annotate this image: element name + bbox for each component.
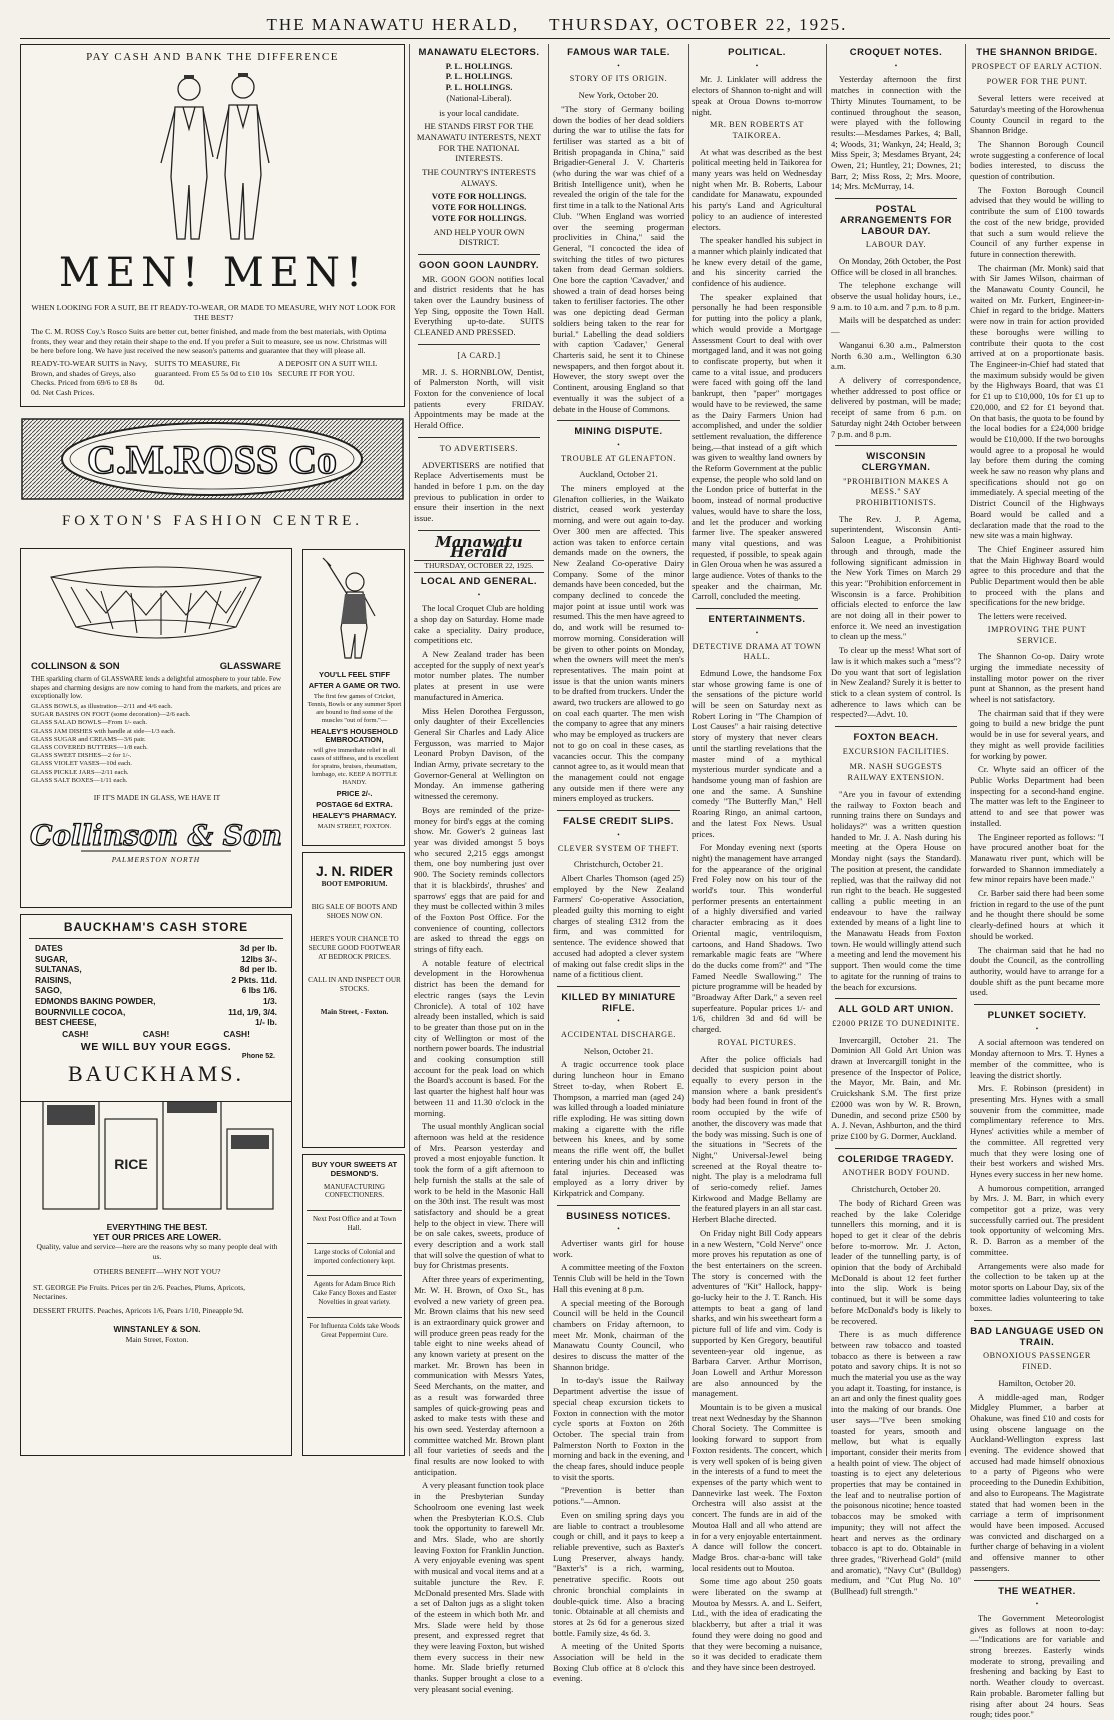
list-item: GLASS VIOLET VASES—10d each. <box>31 760 132 768</box>
subheading: ANOTHER BODY FOUND. <box>842 1168 950 1178</box>
laundry-heading: GOON GOON LAUNDRY. <box>418 259 539 271</box>
column-5: CROQUET NOTES. • Yesterday afternoon the first matches in connection with the Thirty Minutes Tournament, to be continued throughout the season, were played with the following results:—Mesdames Parkes, 4; Ball, 4; Woods, 31; Wankyn, 24; Heald, 3; Miss Speir, 3; Mesdames Bryant, 24; Owen, 21; Huntley, 21; Downes, 21; Barr, 2; Miss Ross, 2; Mrs. Moore, 14; Mrs. McMurray, 14. POSTAL ARRANGEMENTS FOR LABOUR DAY. LABOUR DAY. On Monday, 26th October, the Post Office will be closed in all branches. The telephone exchange will observe the usual holiday hours, i.e., 9 a.m. to 10 a.m. and 7 p.m. to 8 p.m. Mails will be despatched as under:— Wanganui 6.30 a.m., Palmerston North 6.30 a.m., Wellington 6.30 a.m. A delivery of correspondence, whether addressed to post office or delivered by postman, will be made; receipt of same from 6 p.m. on Saturday night 24th October between 7 p.m. and 8 p.m. WISCONSIN CLERGYMAN. "PROHIBITION MAKES A MESS." SAY PROHIBITIONISTS. The Rev. J. P. Agema, superintendent, Wisconsin Anti-Saloon League, a Prohibitionist through and through, made the following significant admission in the New York Times on March 29 this year: "Prohibition enforcement in Wisconsin is a farce. Prohibition officials elected to enforce the law are not doing all in their power to enforce it. We need an investigation to clean up the mess." To clear up the mess! What sort of law is it which makes such a "mess"? Do you want that sort of legislation in New Zealand? Surely it is better to stick to a clean system of control. Is adherence to laws which can be respected?—Advt. 10. FOXTON BEACH. EXCURSION FACILITIES. MR. NASH SUGGESTS RAILWAY EXTENSION. "Are you in favour of extending the railway to Foxton beach and running trains there on Sundays and holidays?" was a written question handed to Mr. J. A. Nash during his meeting at the Opera House on Monday night (says the Standard). The position at present, the candidate replied, was that the railway did not run right to the beach. He suggested calling a public meeting in an endeavour to have the railway extended by means of a light line to the Manawatu Heads from Foxton town. He would willingly attend such a meeting and lend the movement his support. Then would come the time to agitate for the running of trains to the beach for excursions. ALL GOLD ART UNION. £2000 PRIZE TO DUNEDINITE. Invercargill, October 21. The Dominion All Gold Art Union was drawn at Invercargill tonight in the presence of the Inspector of Police, the Mayor, Mr. Bain, and Mr. Cruickshank S.M. The first prize £2000 was won by W. R. Brown, Dunedin, and second prize £500 by A. J. Nevan, Ashburton, and the third prize £100 by G. Dormer, Auckland. COLERIDGE TRAGEDY. ANOTHER BODY FOUND. Christchurch, October 20. The body of Richard Green was reached by the lake Coleridge tunnellers this morning, and it is hoped to get it clear of the debris before to-morrow. Mr. J. Acton, leader of the tunnelling party, is of opinion that the body of Archibald McDonald is about 12 feet further into the slip. Work is being continued, but it will be some days before McDonald's body is likely to be recovered. There is as much difference between raw tobacco and toasted tobacco as there is between a raw potato and savory chips. It is not so much the material you use as the way you adapt it. Toasting, for instance, is an art and only the finest quality goes into the making of our brands. One user says—"I've been smoking toasted for years, smooth and mellow, but what is equally important, consider their merits from a health point of view. The object of toasting is to eject any deleterious properties that may be contained in the leaf and to neutralise portion of the poisonous nicotine; hence toasted tobaccos may be smoked with impunity; they will not affect the heart and nerves as the ordinary tobacco is apt to do. Obtainable in three grades, "Riverhead Gold" (mild and aromatic), "Navy Cut" (Bulldog) medium, and "Cut Plug No. 10" (Bullhead) full strength." <box>831 47 961 1597</box>
list-item: BEST CHEESE, 1/- lb. <box>35 1017 277 1028</box>
subheading: IMPROVING THE PUNT SERVICE. <box>987 624 1087 645</box>
article-paragraph: A New Zealand trader has been accepted for the supply of next year's motor number plates. The number plates at present in use were manufactured in America. <box>414 649 544 702</box>
ad-to-measure: SUITS TO MEASURE, Fit guaranteed. From £5 5s 0d to £10 10s 0d. <box>154 359 273 387</box>
list-item: SUGAR BASINS ON FOOT (some decoration)—2/6 each. <box>31 711 191 719</box>
article-paragraph: On Monday, 26th October, the Post Office will be closed in all branches. <box>831 255 961 277</box>
article-paragraph: On Friday night Bill Cody appears in a new Western, "Cold Nerve" once more proves his reputation as one of the best entertainers on the screen. The story is concerned with the adventures of "Kit" Hallock, happy-go-lucky heir to the J. T. Ranch. His attempts to beat a gang of land sharks, and win his sweetheart form a picture full of life and vim. Cody is supported by Ken Gregory, beautiful seventeen-year old ingenue, as Barbara Carver. Arthur Morrison, Joan Lowell and Arthur Moresson are also announced by the management. <box>692 1227 822 1399</box>
winstanley-name: WINSTANLEY & SON. <box>113 1324 201 1334</box>
rider-sub: BOOT EMPORIUM. <box>321 880 388 888</box>
political-heading: POLITICAL. <box>728 47 786 58</box>
subheading: MR. BEN ROBERTS AT TAIKOREA. <box>709 120 804 140</box>
article-paragraph: Even on smiling spring days you are liable to contract a troublesome cough or chill, and it pays to keep a reliable preventive, such as Baxter's Lung Preserver, always handy. "Baxter's" is a rich, warming, penetrative specific. Roots out chronic bronchial complaints in double-quick time. Also a bracing tonic. Obtainable at all chemists and stores at 2s 6d for a generous sized bottle. Family size, 4s 6d. 3. <box>553 1509 684 1638</box>
desmonds-sweets-advertisement <box>302 1154 405 1456</box>
article-paragraph: A notable feature of electrical development in the Horowhenua district has been the demand for electric ranges (says the Levin Chronicle). A total of 102 have already been installed, which is said to be greater than those put on in the city of Wellington or most of the northern power boards. The industrial and cooking consumption still account for the peak load on which the Board's account is based. For the last quarter the highest half hour was between 11 and 11.30 o'clock in the morning. <box>414 957 544 1118</box>
healey-embrocation-advertisement <box>302 549 405 846</box>
collinson-intro: THE sparkling charm of GLASSWARE lends a delightful atmosphere to your table. Few shapes and charming designs are now coming to hand from the markets, and prices are exceptionally low. <box>31 675 281 700</box>
subheading: CLEVER SYSTEM OF THEFT. <box>557 843 680 853</box>
sweets-line-3: Next Post Office and at Town Hall. <box>307 1210 402 1233</box>
vote-line: VOTE FOR HOLLINGS. <box>431 212 527 223</box>
healey-product: HEALEY'S HOUSEHOLD EMBROCATION, <box>310 727 399 744</box>
masthead-left: THE MANAWATU HERALD, <box>266 15 520 34</box>
list-item: GLASS PICKLE JARS—2/11 each. <box>31 768 129 776</box>
sweets-line-2: MANUFACTURING CONFECTIONERS. <box>324 1182 385 1200</box>
collinson-logo-text: Collinson & Son <box>29 819 283 852</box>
article-paragraph: The Rev. J. P. Agema, superintendent, Wisconsin Anti-Saloon League, a Prohibitionist through and through, made the following significant admission in the New York Times on March 29 this year: "Prohibition enforcement in Wisconsin is a farce. Prohibition officials elected to enforce the law are not doing all in their power to enforce it. We need an investigation to clean up the mess." <box>831 513 961 642</box>
article-paragraph: A very pleasant function took place in the Presbyterian Sunday Schoolroom one evening last week when the Presbyterian K.O.S. Club took the opportunity to farewell Mr. and Mrs. Slade, who are shortly leaving Foxton for Franklin Junction. A very enjoyable evening was spent with musical and vocal items and at a suitable juncture the Rev. F. McDonald presented Mrs. Slade with a set of Dalton jugs as a slight token of the esteem in which both Mr. and Mrs. Slade were held by those present, and expressed regret that they were leaving Foxton, but wished them every success in their new home. Mr. Slade briefly returned thanks. Supper brought a close to a very pleasant social evening. <box>414 1480 544 1694</box>
masthead-right: THURSDAY, OCTOBER 22, 1925. <box>549 15 848 34</box>
athlete-illustration <box>309 554 399 664</box>
collinson-town: PALMERSTON NORTH <box>111 855 201 864</box>
business-notices-heading: BUSINESS NOTICES. <box>566 1210 671 1222</box>
article-paragraph: Cr. Whyte said an officer of the Public Works Department had been inspecting for a second-hand engine. The matter was left to the Engineer to attend to and see that power was installed. <box>970 764 1104 828</box>
article-paragraph: Several letters were received at Saturday's meeting of the Horowhenua County Council in regard to the Shannon Bridge. <box>970 93 1104 136</box>
credit-slips-heading: FALSE CREDIT SLIPS. <box>563 816 674 828</box>
list-item: SAGO, 6 lbs 1/6. <box>35 985 277 996</box>
masthead <box>0 10 1114 40</box>
subheading: OBNOXIOUS PASSENGER FINED. <box>983 1351 1091 1372</box>
croquet-heading: CROQUET NOTES. <box>849 47 943 58</box>
ross-suits-advertisement <box>20 44 405 407</box>
wisconsin-heading: WISCONSIN CLERGYMAN. <box>861 451 931 473</box>
column-4: POLITICAL. • Mr. J. Linklater will address the electors of Shannon to-night and will speak at Oroua Downs to-morrow night. MR. BEN ROBERTS AT TAIKOREA. At what was described as the best political meeting held in Taikorea for many years was held on Wednesday night when Mr. B. Roberts, Labour candidate for Manawatu, expounded his party's Land and Agricultural policy to an audience of interested electors. The speaker handled his subject in a manner which plainly indicated that he knew every detail of the game, and his sincerity carried the confidence of his audience. The speaker explained that personally he had been responsible for putting into the policy a plank, which would provide a Mortgage Assessment Court to deal with over mortgaged land, and it was not going to confiscate property, but when it came to a vital issue, and producers were faced with going off the land bankrupt, then "paper" mortgages would have to be reviewed, the same as the Dairy Farmers Union had accomplished, and under the soldier settlement revaluation, the difference being,—that instead of a gift which was given to wealthy land owners by the Reform Government at the public expense, the people who sold land on the London price of butterfat in the boom, instead of normal productive values, would have to share the loss, and let the producer and working farmer live. The speaker answered many vital questions, and was requested, if possible, to speak again in Glen Oroua when he was assured a large audience. Votes of thanks to the speaker and the chairman, Mr. Carroll, concluded the meeting. ENTERTAINMENTS. • DETECTIVE DRAMA AT TOWN HALL. Edmund Lowe, the handsome Fox star whose growing fame is one of the sensations of the picture world will be seen on Saturday next as Robert Loring in "The Champion of Lost Causes" a hair raising detective story of mystery that never clears until the startling revelations that the master mind of a mythical mysterious murder syndicate and a handsome young man of fashion are one and the same. A Sunshine comedy "The Butterfly Man," Hell Roaring Ringo, an animal cartoon, and the latest Fox News. Usual prices. For Monday evening next (sports night) the management have arranged for the appearance of the original Fred Foley now on his tour of the world's tour. This wonderful performer presents an entertainment of a highly diversified and varied character embracing as it does Oriental magic, ventriloquism, cartoons, and Hand Shadows. Two remarkable magic feats are "Where do the ducks come from?" and "The Famed Needle Swallowing." The picture programme will be headed by "Broadway After Dark," a seven reel superfeature. Popular prices 1/- and 1/6, children 3d and 6d will be charged. ROYAL PICTURES. After the police officials had decided that suspicion point about equally to every person in the mansion where a bank president's body had been found in front of the room occupied by the wife of another, the discovery was made that the body was missing. Such is one of the situations in "Secrets of the Night," Universal-Jewel being screened at the Royal theatre to-night. The play is a melodrama full of serio-comedy relief. James Kirkwood and Madge Bellamy are the featured players in an all star cast. Herbert Blache directed. On Friday night Bill Cody appears in a new Western, "Cold Nerve" once more proves his reputation as one of the best entertainers on the screen. The story is concerned with the adventures of "Kit" Hallock, happy-go-lucky heir to the J. T. Ranch. His attempts to beat a gang of land sharks, and win his sweetheart form a picture full of life and vim. Cody is supported by Ken Gregory, beautiful seventeen-year old ingenue, as Barbara Carver. Arthur Morrison, Joan Lowell and Arthur Moresson are also announced by the management. Mountain is to be given a musical treat next Wednesday by the Shannon Choral Society. The Committee is looking forward to support from Foxton residents. The concert, which is very well spoken of is being given in the interests of a fund to meet the expenses of the party which went to Dannevirke last week. The Foxton Orchestra will also assist at the concert. The funds are in aid of the Moutoa Hall and all who attend are in for a very enjoyable entertainment. A dance will follow the concert. Madge Bros. char-a-banc will take local residents out to Moutoa. Some time ago about 250 goats were liberated on the swamp at Moutoa by Messrs. A. and L. Seifert, Ltd., with the idea of eradicating the blackberry, but after a trial it was found they were doing no good and that they were becoming a nuisance, so it was decided to eradicate them and they have since been destroyed. <box>692 47 822 1672</box>
subheading: PROSPECT OF EARLY ACTION. <box>971 61 1103 71</box>
cm-ross-advertisement <box>20 413 405 541</box>
ross-logo-badge <box>20 413 405 505</box>
list-item: RAISINS, 2 Pkts. 11d. <box>35 974 277 985</box>
shannon-bridge-heading: THE SHANNON BRIDGE. <box>976 47 1098 58</box>
bad-language-heading: BAD LANGUAGE USED ON TRAIN. <box>970 1326 1104 1348</box>
sweets-line-6: For Influenza Colds take Woods Great Peppermint Cure. <box>307 1317 402 1340</box>
column-6: THE SHANNON BRIDGE. PROSPECT OF EARLY ACTION. POWER FOR THE PUNT. Several letters were received at Saturday's meeting of the Horowhenua County Council in regard to the Shannon Bridge. The Shannon Borough Council wrote suggesting a conference of local bodies interested, to discuss the question of contribution. The Foxton Borough Council advised that they would be willing to contribute the sum of £100 towards the cost of the new bridge, provided that such a sum would relieve the Council of any further expense in future in connection therewith. The chairman (Mr. Monk) said that with Sir James Wilson, chairman of the Manawatu County Council, he waited on Mr. Furkert, Engineer-in-Chief in regard to the bridge. Matters were now in train for action provided these boroughs were willing to contribute their quota to the cost arrived at on a proportionate basis. The Engineer-in-Chief had stated that the maximum subsidy would be given by the Highways Board, that was £1 for £1 up to £10,000, 10s for £1 up to £20,000, and £2 for £1 beyond that. On that basis, the quota to be found by the local bodies for a £24,000 bridge would be £10,000. If the two boroughs would agree to a proposal he would lay before them during the coming week he saw no reason why plans and specifications should not go on immediately. A special meeting of the District Council of the Highways Board would be called and a declaration made that the road to the new site was a main highway. The Chief Engineer assured him that the Main Highway Board would agree to this procedure and that the Public Department would then be able to proceed with the plans and specifications for the new bridge. The letters were received. IMPROVING THE PUNT SERVICE. The Shannon Co-op. Dairy wrote urging the immediate necessity of installing motor power on the river punt at Shannon, as the present hand wheel is not satisfactory. The chairman said that if they were going to build a new bridge the punt would be in use for several years, and they might as well provide facilities for working by power. Cr. Whyte said an officer of the Public Works Department had been inspecting for a second-hand engine. The matter was left to the Engineer to attend to and see that power was installed. The Engineer reported as follows: "I have procured another boat for the Manawatu river punt, which will be forwarded to Shannon immediately a few minor repairs have been made." Cr. Barber said there had been some friction in regard to the use of the punt and he thought there should be some clearly-defined hours at which it should be worked. The chairman said that he had no doubt the Council, as the controlling authority, would have to arrange for a double shift as the punt became more used. PLUNKET SOCIETY. • A social afternoon was tendered on Monday afternoon to Mrs. T. Hynes a member of the committee, who is leaving the district shortly. Mrs. F. Robinson (president) in presenting Mrs. Hynes with a small souvenir from the committee, made complimentary reference to Mrs. Hynes' activities while a member of the committee. All regretted very much that they were losing one of their best workers and wished Mrs. Hynes every success in her new home. A humorous competition, arranged by Mrs. J. M. Barr, in which every competitor got a prize, was very successfully carried out. The president took opportunity of welcoming Mrs. R. D. Barron as a member of the committee. Arrangements were also made for the collection to be taken up at the motor sports on Labour Day, six of the committee ladies volunteering to take boxes. BAD LANGUAGE USED ON TRAIN. OBNOXIOUS PASSENGER FINED. Hamilton, October 20. A middle-aged man, Rodger Midgley Plummer, a barber at Ohakune, was fined £10 and costs for using obscene language on the Auckland-Wellington express last evening. The evidence showed that accused had made himself obnoxious to a party of Pigeons who were proceeding to the Dunedin Exhibition, and also to Europeans. The Magistrate stated that had women been in the carriage a term of imprisonment would have been imposed. Accused was convicted and discharged on a further charge of behaving in a violent and offensive manner to other passengers. THE WEATHER. • The Government Meteorologist gives as follows at noon to-day:—"Indications are for variable and strong breezes. Easterly winds moderate to strong, prevailing and freshening and backing by East to north. Weather cloudy to overcast. Rain probable. Barometer falling but rising after about 24 hours. Seas rough; tides poor." <box>970 47 1104 1720</box>
text: THE COUNTRY'S INTERESTS ALWAYS. <box>422 167 536 188</box>
article-paragraph: Cr. Barber said there had been some friction in regard to the use of the punt and he thought there should be some clearly-defined hours at which it should be worked. <box>970 888 1104 941</box>
article-paragraph: The miners employed at the Glenafton collieries, in the Waikato district, ceased work yesterday morning, and were out again to-day. Over 300 men are affected. This action was taken to enforce certain demands made on the owners, the New Zealand Co-operative Dairy Company. Some of the minor demands have been conceded, but the company declined to concede the major point at issue until work was resumed. This the men have agreed to do, and work will be resumed to-morrow morning. Consideration will be given to other points on Monday, when the owners will meet the men's representatives. The main point at issue is that the union wants miners to be drafted from truckers. Under the award, two truckers are allowed to go on coal each quarter. The men wish the company to agree that any miners who may be employed as truckers are not to go on coal in these cases, as vacancies occur. This the company cannot agree to, as it would mean that the management could not engage any outside men if there were any miners employed as truckers. <box>553 483 684 804</box>
candidate-name: P. L. HOLLINGS. <box>445 82 513 93</box>
article-paragraph: The chairman (Mr. Monk) said that with Sir James Wilson, chairman of the Manawatu County Council, he waited on Mr. Furkert, Engineer-in-Chief in regard to the bridge. Matters were now in train for action provided these boroughs were willing to contribute their quota to the cost arrived at on a proportionate basis. The Engineer-in-Chief had stated that the maximum subsidy would be given by the Highways Board, that was £1 for £1 up to £10,000, 10s for £1 up to £20,000, and £2 for £1 beyond that. On that basis, the quota to be found by the local bodies for a £24,000 bridge would be £10,000. If the two boroughs would agree to a proposal he would lay before them during the coming week he saw no reason why plans and specifications should not go on immediately. A special meeting of the District Council of the Highways Board would be called and a declaration made that the road to the new site was a main highway. <box>970 262 1104 541</box>
list-item: GLASS JAM DISHES with handle at side—1/3 each. <box>31 727 176 735</box>
rider-boot-advertisement <box>302 852 405 1148</box>
subheading: STORY OF ITS ORIGIN. <box>569 74 668 84</box>
article-paragraph: The Engineer reported as follows: "I have procured another boat for the Manawatu river punt, which will be forwarded to Shannon immediately a few minor repairs have been made." <box>970 831 1104 885</box>
rider-inspect: CALL IN AND INSPECT OUR STOCKS. <box>308 976 401 993</box>
healey-postage: POSTAGE 6d EXTRA. <box>316 800 393 809</box>
column-rule <box>826 44 827 1456</box>
subheading: TROUBLE AT GLENAFTON. <box>561 453 676 463</box>
rider-chance: HERE'S YOUR CHANCE TO SECURE GOOD FOOTWEAR AT BEDROCK PRICES. <box>308 935 401 961</box>
column-rule <box>688 44 689 1456</box>
article-paragraph: Wanganui 6.30 a.m., Palmerston North 6.30 a.m., Wellington 6.30 a.m. <box>831 339 961 372</box>
list-item: GLASS SALT BOXES—1/11 each. <box>31 776 128 784</box>
glassware-heading: GLASSWARE <box>219 661 281 672</box>
article-paragraph: Advertiser wants girl for house work. <box>553 1238 684 1259</box>
mining-heading: MINING DISPUTE. <box>574 426 663 438</box>
article-paragraph: The Chief Engineer assured him that the Main Highway Board would agree to this procedure and that the Public Department would then be able to proceed with the plans and specifications for the new bridge. <box>970 543 1104 608</box>
entertainments-heading: ENTERTAINMENTS. <box>708 614 806 626</box>
healey-address: MAIN STREET, FOXTON. <box>317 823 392 830</box>
paper-nameplate: Manawatu Herald <box>435 532 523 562</box>
article-paragraph: There is as much difference between raw tobacco and toasted tobacco as there is between a raw potato and savory chips. It is not so much the material you use as the way you adapt it. Toasting, for instance, is an art and only the finest quality goes into the making of our brands. One user says—"I've been smoking toasted for years, smooth and mellow, but what is equally important, consider their merits from a health point of view. The object of toasting is to eject any deleterious properties that may be contained in the leaf and to neutralise portion of the poisonous nicotine; hence toasted tobaccos may be smoked with impunity; they will not affect the heart and nerves as the ordinary tobacco is apt to do. Obtainable in three grades, "Riverhead Gold" (mild and aromatic), "Navy Cut" (Bulldog) medium, and "Cut Plug No. 10" (Bullhead) full strength." <box>831 1329 961 1597</box>
rider-name: J. N. RIDER <box>315 863 393 879</box>
article-paragraph: For Monday evening next (sports night) the management have arranged for the appearance of the original Fred Foley now on his tour of the world's tour. This wonderful performer presents an entertainment of a highly diversified and varied character embracing as it does Oriental magic, ventriloquism, cartoons, and Hand Shadows. Two remarkable magic feats are "Where do the ducks come from?" and "The Famed Needle Swallowing." The picture programme will be headed by "Broadway After Dark," a seven reel superfeature. Popular prices 1/- and 1/6, children 3d and 6d will be charged. <box>692 842 822 1035</box>
postal-heading: POSTAL ARRANGEMENTS FOR LABOUR DAY. <box>840 204 952 237</box>
ad-price-grid <box>31 359 396 397</box>
article-paragraph: Yesterday afternoon the first matches in connection with the Thirty Minutes Tournament, to be continued throughout the season, were played with the following results:—Mesdames Parkes, 4; Ball, 4; Woods, 31; Wankyn, 24; Heald, 3; Miss Speir, 3; Mesdames Bryant, 24; Owen, 21; Huntley, 21; Downes, 21; Barr, 2; Miss Ross, 2; Mrs. Moore, 14; Mrs. McMurray, 14. <box>831 74 961 192</box>
healey-line-1: YOU'LL FEEL STIFF <box>318 670 391 679</box>
list-item: GLASS BOWLS, as illustration—2/11 and 4/6 each. <box>31 703 173 710</box>
two-men-illustration <box>141 67 291 245</box>
article-paragraph: Boys are reminded of the prize-money for bird's eggs at the coming show. Mr. Gower's 2 guineas last year was divided amongst 5 boys who secured 2,215 eggs amongst them, one boy numbering just over 900. The Society reminds collectors that it is blackbirds', thrushes' and sparrows' eggs that are paid for and they must be collected within 3 miles of the Foxton Post Office. For the convenience of counting, collectors are asked to thread the eggs on strings of fifty each. <box>414 804 544 955</box>
glassware-list <box>31 703 281 785</box>
article-paragraph: MR. J. S. HORNBLOW, Dentist, of Palmerston North, will visit Foxton for the convenience of local patients every FRIDAY. Appointments may be made at the Herald Office. <box>414 366 544 431</box>
advertisers-heading: TO ADVERTISERS. <box>439 443 519 453</box>
price-list <box>35 943 277 1028</box>
article-paragraph: Mrs. F. Robinson (president) in presenting Mrs. Hynes with a small souvenir from the committee, made complimentary reference to Mrs. Hynes' activities while a member of the committee. All regretted very much that they were losing one of their best workers and wished Mrs. Hynes every success in her new home. <box>970 1083 1104 1179</box>
rifle-heading: KILLED BY MINIATURE RIFLE. <box>561 991 676 1014</box>
article-paragraph: Invercargill, October 21. The Dominion All Gold Art Union was drawn at Invercargill tonight in the presence of the Inspector of Police, the Mayor, Mr. Bain, and Mr. Cruickshank S.M. The first prize £2000 was won by W. R. Brown, Dunedin, and second prize £500 by A. J. Nevan, Ashburton, and the third prize £100 by G. Dormer, Auckland. <box>831 1034 961 1141</box>
column-rule <box>409 44 410 1456</box>
article-paragraph: The speaker explained that personally he had been responsible for putting into the policy a plank, which would provide a Mortgage Assessment Court to deal with over mortgaged land, and it was not going to confiscate property, but when it came to a vital issue, and producers were faced with going off the land bankrupt, then "paper" mortgages would have to be reviewed, the same as the Dairy Farmers Union had accomplished, and under the soldier settlement revaluation, the difference being,—that instead of a gift which was given to wealthy land owners by the Reform Government at the public expense, the people who sold land on the London price of butterfat in the boom, instead of normal productive values, would have to share the loss, and let the producer and working farmer live. The speaker answered many vital questions, and was requested, if possible, to speak again in Glen Oroua when he was assured a large audience. Votes of thanks to the speaker and the chairman, Mr. Carroll, concluded the meeting. <box>692 291 822 602</box>
candidate-name: P. L. HOLLINGS. <box>445 71 513 82</box>
subheading: EXCURSION FACILITIES. <box>842 746 950 756</box>
list-item: DATES 3d per lb. <box>35 943 277 953</box>
rice-label: RICE <box>114 1156 148 1172</box>
vote-line: VOTE FOR HOLLINGS. <box>431 202 527 213</box>
article-paragraph: A tragic occurrence took place during luncheon hour in Emano Street to-day, when Robert E. Thompson, a married man (aged 24) was killed through a loaded miniature rifle exploding. He was sitting down making a cigarette with the rifle between his knees, and by some means the rifle went off, the bullet entering under his chin and inflicting fatal injuries. Deceased was employed as a lorry driver by Kirkpatrick and Company. <box>553 1059 684 1198</box>
article-paragraph: A humorous competition, arranged by Mrs. J. M. Barr, in which every competitor got a prize, was very successfully carried out. The president took opportunity of welcoming Mrs. R. D. Barron as a member of the committee. <box>970 1182 1104 1257</box>
card-label: [A CARD.] <box>457 350 501 360</box>
local-general-heading: LOCAL AND GENERAL. <box>420 575 538 587</box>
winstanley-line-3: Quality, value and service—here are the reasons why so many people deal with us. <box>36 1242 278 1261</box>
subheading: ACCIDENTAL DISCHARGE. <box>561 1030 676 1040</box>
collinson-logo <box>29 811 283 857</box>
sweets-line-5: Agents for Adam Bruce Rich Cake Fancy Boxes and Easter Novelties in great variety. <box>307 1275 402 1306</box>
article-paragraph: Mr. J. Linklater will address the electors of Shannon to-night and will speak at Oroua Downs to-morrow night. <box>692 74 822 117</box>
rider-sale: BIG SALE OF BOOTS AND SHOES NOW ON. <box>311 903 398 920</box>
subheading: POWER FOR THE PUNT. <box>986 77 1088 87</box>
candidate-name: P. L. HOLLINGS. <box>445 60 513 71</box>
text: AND HELP YOUR OWN DISTRICT. <box>433 226 525 248</box>
cash-row: CASH! CASH! CASH! <box>62 1028 250 1039</box>
dateline: Nelson, October 21. <box>583 1045 654 1056</box>
text: HE STANDS FIRST FOR THE MANAWATU INTERESTS, NEXT FOR THE NATIONAL INTERESTS. <box>416 121 542 164</box>
vote-line: VOTE FOR HOLLINGS. <box>431 191 527 202</box>
candidate-party: (National-Liberal). <box>446 92 512 103</box>
paper-date: THURSDAY, OCTOBER 22, 1925. <box>414 560 544 573</box>
article-paragraph: The Foxton Borough Council advised that they would be willing to contribute the sum of £100 towards the cost of the new bridge, provided that such a sum would relieve the Council of any further expense in future in connection therewith. <box>970 184 1104 259</box>
article-paragraph: ADVERTISERS are notified that Replace Advertisements must be handed in before 1 p.m. on the day previous to publication in order to ensure their insertion in the next issue. <box>414 459 544 524</box>
article-paragraph: A middle-aged man, Rodger Midgley Plummer, a barber at Ohakune, was fined £10 and costs for using obscene language on the Auckland-Wellington express last evening. The evidence showed that accused had made himself obnoxious to a party of Pigeons who were proceeding to the Dunedin Exhibition, and also to Europeans. The Magistrate stated that had women been in the carriage a term of imprisonment would have been imposed. Accused was convicted and discharged on a further charge of behaving in a violent and offensive manner to other passengers. <box>970 1391 1104 1573</box>
dateline: Christchurch, October 21. <box>573 859 664 870</box>
list-item: EDMONDS BAKING POWDER, 1/3. <box>35 995 277 1006</box>
collinson-tagline: IF IT'S MADE IN GLASS, WE HAVE IT <box>93 793 221 802</box>
winstanley-line-1: EVERYTHING THE BEST. <box>106 1222 208 1232</box>
article-paragraph: The Shannon Borough Council wrote suggesting a conference of local bodies interested, to discuss the question of contribution. <box>970 138 1104 182</box>
article-paragraph: "Are you in favour of extending the railway to Foxton beach and running trains there on Sundays and holidays?" was a written question handed to Mr. J. A. Nash during his meeting at the Opera House on Monday night (says the Standard). The position at present, the candidate replied, was that the railway did not run right to the beach. He suggested calling a public meeting in an endeavour to have the railway extended by means of a light line to the Manawatu Heads from Foxton town. He would willingly attend such a meeting and lend the movement his support. Then would come the time to agitate for the running of trains to the beach for excursions. <box>831 788 961 992</box>
article-paragraph: After the police officials had decided that suspicion point about equally to every person in the mansion where a bank president's body had been found in front of the room occupied by the wife of another, the discovery was made that the body was missing. Such is one of the situations in "Secrets of the Night," Universal-Jewel being screened at the Royal theatre to-night. The play is a melodrama full of serio-comedy relief. James Kirkwood and Madge Bellamy are the featured players in an all star cast. Herbert Blache directed. <box>692 1053 822 1225</box>
subheading: MR. NASH SUGGESTS RAILWAY EXTENSION. <box>847 762 945 783</box>
bauckham-cash-store-advertisement <box>20 914 292 1102</box>
glass-bowl-illustration <box>31 557 281 657</box>
winstanley-line-5: ST. GEORGE Pie Fruits. Prices per tin 2/6. Peaches, Plums, Apricots, Nectarines. <box>33 1282 246 1301</box>
dateline: Christchurch, October 20. <box>851 1184 941 1195</box>
article-paragraph: The telephone exchange will observe the usual holiday hours, i.e., 9 a.m. to 10 a.m. and 7 p.m. to 8 p.m. <box>831 280 961 312</box>
sweets-line-4: Large stocks of Colonial and imported confectionery kept. <box>307 1243 402 1266</box>
winstanley-line-2: YET OUR PRICES ARE LOWER. <box>92 1231 222 1242</box>
article-paragraph: A special meeting of the Borough Council will be held in the Council chambers on Friday afternoon, to meet Mr. Monk, chairman of the Manawatu County Council, who desires to discuss the matter of the Shannon bridge. <box>553 1297 684 1372</box>
article-paragraph: A committee meeting of the Foxton Tennis Club will be held in the Town Hall this evening at 8 p.m. <box>553 1262 684 1294</box>
article-paragraph: The Shannon Co-op. Dairy wrote urging the immediate necessity of installing motor power on the river punt at Shannon, as the present hand wheel is not satisfactory. <box>970 651 1104 705</box>
list-item: BOURNVILLE COCOA, 11d, 1/9, 3/4. <box>35 1006 277 1017</box>
article-paragraph: "Prevention is better than potions."—Amnon. <box>553 1485 684 1507</box>
article-paragraph: The Government Meteorologist gives as follows at noon to-day:—"Indications are for variable and strong breezes. Easterly winds moderate to strong, prevailing and freshening and backing by East to north. Weather cloudy to overcast. Rain probable. Barometer falling but rising after about 24 hours. Seas rough; tides poor." <box>970 1612 1104 1720</box>
article-paragraph: The usual monthly Anglican social afternoon was held at the residence of Mrs. Pearson yesterday and proved a most enjoyable function. It took the form of a gift afternoon to help furnish the stalls at the sale of work to be held in the Masonic Hall on the 30th inst. The result was most satisfactory and should be a great help to the object in view. There will be on sale cakes, sweets, produce of every description and a work stall that will solve the question of what to buy for Christmas presents. <box>414 1121 544 1271</box>
article-paragraph: Albert Charles Thomson (aged 25) employed by the New Zealand Farmers' Co-operative Association, pleaded guilty this morning to eight charges of stealing £312 from the firm, and was committed for sentence. The evidence showed that accused had adopted a clever system of making out false credit slips in the name of a fictitious client. <box>553 872 684 980</box>
article-paragraph: The letters were received. <box>978 611 1067 622</box>
article-paragraph: The local Croquet Club are holding a shop day on Saturday. Home made cake a speciality. Dairy produce, competitions etc. <box>414 603 544 646</box>
subheading: DETECTIVE DRAMA AT TOWN HALL. <box>692 641 822 662</box>
article-paragraph: In to-day's issue the Railway Department advertise the issue of special cheap excursion tickets to Foxton in connection with the motor cycle sports at Foxton on 26th October. The special train from Palmerston North to Foxton in the morning and back in the evening, and the cheap fares, should induce people to visit the sports. <box>553 1375 684 1482</box>
article-paragraph: "The story of Germany boiling down the bodies of her dead soldiers during the war to utilise the fats for fertiliser was started as a bit of British propaganda in China," said Brigadier-General J. V. Charteris (who during the war was chief of a British Intelligence unit), when he revealed the origin of the tale for the first time in a talk to the National Arts Club. "When England was worried over the seeming progerman proclivities in China," said the General, "I concocted the idea of switching the titles of two pictures taken from dead German soldiers. One bore the caption 'Cavadver,' and showed a train of dead horses being taken to fertiliser factories. The other was one depicting dead German soldiers being taken to the rear for burial." Labelling the dead soldiers with caption 'Cadaver,' General Charteris said, he sent it to Chinese newspapers, and then forgot about it. However, the story swept over the Continent, arousing England so that eventually it was the subject of a debate in the House of Commons. <box>553 103 684 414</box>
list-item: GLASS SALAD BOWLS—From 1/- each. <box>31 719 148 727</box>
collinson-glassware-box <box>20 548 292 908</box>
article-paragraph: Miss Helen Dorothea Fergusson, only daughter of their Excellencies General Sir Charles and Lady Alice Fergusson, was married to Major Leonard Probyn Davison, of the Indian Army, private secretary to the Governor-General at Wellington on Monday. An immense gathering witnessed the ceremony. <box>414 705 544 802</box>
bauckham-title: BAUCKHAM'S CASH STORE <box>29 920 283 939</box>
ad-title: MEN! MEN! <box>58 250 369 296</box>
healey-line-2: AFTER A GAME OR TWO. <box>308 681 401 690</box>
article-paragraph: A delivery of correspondence, whether addressed to post office or delivered by postman, will be made; receipt of same from 6 p.m. on Saturday night 24th October between 7 p.m. and 8 p.m. <box>831 374 961 439</box>
dateline: Auckland, October 21. <box>579 469 658 480</box>
masthead-rule <box>20 38 1110 39</box>
list-item: GLASS SWEET DISHES—2 for 1/-. <box>31 752 132 760</box>
article-paragraph: To clear up the mess! What sort of law is it which makes such a "mess"? Do you want that sort of legislation in New Zealand? Surely it is better to stick to a clean system of control. Is adherence to laws which can be respected?—Advt. 10. <box>831 645 961 720</box>
phone-number: Phone 52. <box>241 1052 275 1060</box>
dateline: New York, October 20. <box>578 90 659 101</box>
article-paragraph: Edmund Lowe, the handsome Fox star whose growing fame is one of the sensations of the picture world will be seen on Saturday next as Robert Loring in "The Champion of Lost Causes" a hair raising detective story of mystery that never clears until the startling revelations that the master mind of a mythical mysterious murder syndicate and a handsome young man of fashion are one and the same. A Sunshine comedy "The Butterfly Man," Hell Roaring Ringo, an animal cartoon, and the latest Fox News. Usual prices. <box>692 667 822 839</box>
column-rule <box>965 44 966 1456</box>
winstanley-line-4: OTHERS BENEFIT—WHY NOT YOU? <box>93 1267 221 1276</box>
article-paragraph: After three years of experimenting, Mr. W. H. Brown, of Oxo St., has evolved a new variety of green pea. Mr. Brown claims that his new seed is an extraordinary quick grower and will produce green peas ready for the table eight to nine weeks ahead of any known variety at present on the market. Mr. Brown has been in communication with Messrs Yates, Seed Merchants, on the matter, and as a result was forwarded three samples of quick-growing peas and asked to make tests with these and his own seed. Yesterday afternoon a committee watched Mr. Brown plant all four varieties of seeds and the final results are now looked to with anticipation. <box>414 1274 544 1477</box>
ad-ready-to-wear: READY-TO-WEAR SUITS in Navy, Brown, and shades of Greys, also Checks. Priced from 69/6 to £8 8s 0d. Net Cash Prices. <box>31 359 148 397</box>
subheading: ROYAL PICTURES. <box>717 1037 797 1047</box>
list-item: GLASS SUGAR and CREAMS—3/6 pair. <box>31 735 146 743</box>
winstanley-address: Main Street, Foxton. <box>125 1334 189 1344</box>
ad-lead: WHEN LOOKING FOR A SUIT, BE IT READY-TO-WEAR, OR MADE TO MEASURE, WHY NOT LOOK FOR THE BEST? <box>31 303 396 322</box>
article-paragraph: Mountain is to be given a musical treat next Wednesday by the Shannon Choral Society. The Committee is looking forward to support from Foxton residents. The concert, which is very well spoken of is being given in the interests of a fund to meet the expenses of the party which went to Dannevirke last week. The Foxton Orchestra will also assist at the concert. The funds are in aid of the Moutoa Hall and all who attend are in for a very enjoyable entertainment. A dance will follow the concert. Madge Bros. char-a-banc will take local residents out to Moutoa. <box>692 1402 822 1573</box>
foxton-beach-heading: FOXTON BEACH. <box>853 732 939 744</box>
subheading: "PROHIBITION MAKES A MESS." SAY PROHIBITIONISTS. <box>843 476 949 508</box>
healey-body: The first few games of Cricket, Tennis, Bowls or any summer Sport are bound to find some of the muscles "out of form."— <box>307 693 402 724</box>
ross-logo-text: C.M.ROSS Co <box>86 437 338 482</box>
text: is your local candidate. <box>439 107 519 118</box>
article-paragraph: A social afternoon was tendered on Monday afternoon to Mrs. T. Hynes a member of the committee, who is leaving the district shortly. <box>970 1037 1104 1080</box>
eggs-line: WE WILL BUY YOUR EGGS. <box>80 1040 232 1053</box>
article-paragraph: The chairman said that he had no doubt the Council, as the controlling authority, would have to arrange for a double shift as the punt became more used. <box>970 944 1104 998</box>
ross-subtitle: FOXTON'S FASHION CENTRE. <box>61 513 364 529</box>
bauckham-name: BAUCKHAMS. <box>67 1060 245 1086</box>
ad-deposit: A DEPOSIT ON A SUIT WILL SECURE IT FOR YOU. <box>278 359 378 378</box>
subheading: LABOUR DAY. <box>865 240 927 250</box>
column-rule <box>548 44 549 1456</box>
healey-pharmacy: HEALEY'S PHARMACY. <box>312 811 397 820</box>
weather-heading: THE WEATHER. <box>998 1585 1076 1597</box>
article-paragraph: Some time ago about 250 goats were liberated on the swamp at Moutoa by Messrs. A. and L. Seifert, Ltd., with the idea of eradicating the blackberry, but after a trial it was found they were doing no good and that they were becoming a nuisance, so it was decided to eradicate them and they have since been destroyed. <box>692 1576 822 1672</box>
ad-body: The C. M. ROSS Coy.'s Rosco Suits are better cut, better finished, and made from the best materials, with Optima fronts, they wear and they retain their shape to the end. If you prefer a Suit to measure, see us now. Christmas will be here before long. We have just received the new season's patterns and guarantee that they will please all. <box>31 327 387 355</box>
war-tale-heading: FAMOUS WAR TALE. <box>567 47 670 58</box>
article-paragraph: MR. GOON GOON notifies local and district residents that he has taken over the Laundry business of Yep Sing, opposite the Town Hall. Everything up-to-date. SUITS CLEANED AND PRESSED. <box>414 273 544 338</box>
rider-address: Main Street, - Foxton. <box>320 1008 389 1016</box>
ad-banner: PAY CASH AND BANK THE DIFFERENCE <box>86 51 339 63</box>
column-2: MANAWATU ELECTORS. P. L. HOLLINGS. P. L. HOLLINGS. P. L. HOLLINGS. (National-Liberal). is your local candidate. HE STANDS FIRST FOR THE MANAWATU INTERESTS, NEXT FOR THE NATIONAL INTERESTS. THE COUNTRY'S INTERESTS ALWAYS. VOTE FOR HOLLINGS. VOTE FOR HOLLINGS. VOTE FOR HOLLINGS. AND HELP YOUR OWN DISTRICT. GOON GOON LAUNDRY. MR. GOON GOON notifies local and district residents that he has taken over the Laundry business of Yep Sing, opposite the Town Hall. Everything up-to-date. SUITS CLEANED AND PRESSED. [A CARD.] MR. J. S. HORNBLOW, Dentist, of Palmerston North, will visit Foxton for the convenience of local patients every FRIDAY. Appointments may be made at the Herald Office. TO ADVERTISERS. ADVERTISERS are notified that Replace Advertisements must be handed in before 1 p.m. on the day previous to publication in order to ensure their insertion in the next issue. Manawatu Herald THURSDAY, OCTOBER 22, 1925. LOCAL AND GENERAL. • The local Croquet Club are holding a shop day on Saturday. Home made cake a speciality. Dairy produce, competitions etc. A New Zealand trader has been accepted for the supply of next year's motor number plates. The number plates at present in use were manufactured in America. Miss Helen Dorothea Fergusson, only daughter of their Excellencies General Sir Charles and Lady Alice Fergusson, was married to Major Leonard Probyn Davison, of the Indian Army, private secretary to the Governor-General at Wellington on Monday. An immense gathering witnessed the ceremony. Boys are reminded of the prize-money for bird's eggs at the coming show. Mr. Gower's 2 guineas last year was divided amongst 5 boys who secured 2,215 eggs amongst them, one boy numbering just over 900. The Society reminds collectors that it is blackbirds', thrushes' and sparrows' eggs that are paid for and they must be collected within 3 miles of the Foxton Post Office. For the convenience of counting, collectors are asked to thread the eggs on strings of fifty each. A notable feature of electrical development in the Horowhenua district has been the demand for electric ranges (says the Levin Chronicle). A total of 102 have already been installed, which is said to be greater than those put on in the city of Wellington or most of the northern power boards. The industrial and cooking consumption still account for the peak load on which the Board's account is based. For the last quarter the highest half hour was between 11 and 11.30 o'clock in the morning. The usual monthly Anglican social afternoon was held at the residence of Mrs. Pearson yesterday and proved a most enjoyable function. It took the form of a gift afternoon to help furnish the stalls at the sale of work to be held in the Masonic Hall on the 30th inst. The result was most satisfactory and should be a great help to the object in view. There will be on sale cakes, sweets, produce of every description and a work stall that will solve the question of what to buy for Christmas presents. After three years of experimenting, Mr. W. H. Brown, of Oxo St., has evolved a new variety of green pea. Mr. Brown claims that his new seed is an extraordinary quick grower and will produce green peas ready for the table eight to nine weeks ahead of any known variety at present on the market. Mr. Brown has been in communication with Messrs Yates, Seed Merchants, on the matter, and as a result was forwarded three samples of quick-growing peas and asked to make tests with these and his own seed. Yesterday afternoon a committee watched Mr. Brown plant all four varieties of seeds and the final results are now looked to with anticipation. A very pleasant function took place in the Presbyterian Sunday Schoolroom one evening last week when the Presbyterian K.O.S. Club took the opportunity to farewell Mr. and Mrs. Slade, who are shortly leaving Foxton for Franklin Junction. A very enjoyable evening was spent with musical and vocal items and at a suitable juncture the Rev. F. McDonald presented Mrs. Slade with a set of Dalton jugs as a slight token of the esteem in which both Mr. and Mrs. Slade were held by those present, and expressed regret that they were leaving Foxton, but wished them every success in their new home. Mr. Slade briefly returned thanks. Supper brought a close to a very pleasant social evening. <box>414 47 544 1694</box>
article-paragraph: At what was described as the best political meeting held in Taikorea for many years was held on Wednesday night when Mr. B. Roberts, Labour candidate for Manawatu, expounded his party's Land and Agricultural policy to an audience of interested electors. <box>692 146 822 232</box>
subheading: £2000 PRIZE TO DUNEDINITE. <box>832 1018 960 1028</box>
collinson-heading: COLLINSON & SON <box>31 661 120 672</box>
article-paragraph: The chairman said that if they were going to build a new bridge the punt would be in use for several years, and they might as well provide facilities for working by power. <box>970 707 1104 761</box>
article-paragraph: The body of Richard Green was reached by the lake Coleridge tunnellers this morning, and it is hoped to get it clear of the debris before to-morrow. Mr. J. Acton, leader of the tunnelling party, is of opinion that the body of Archibald McDonald is about 12 feet further into the slip. Work is being continued, but it will be some days before McDonald's body is likely to be recovered. <box>831 1197 961 1326</box>
plunket-heading: PLUNKET SOCIETY. <box>987 1010 1087 1022</box>
article-paragraph: A meeting of the United Sports Association will be held in the Boxing Club office at 8 o'clock this evening. <box>553 1641 684 1684</box>
article-paragraph: Arrangements were also made for the collection to be taken up at the motor sports on Labour Day, six of the committee ladies volunteering to take boxes. <box>970 1260 1104 1314</box>
electors-heading: MANAWATU ELECTORS. <box>418 47 540 58</box>
list-item: GLASS COVERED BUTTERS—1/8 each. <box>31 744 148 752</box>
healey-price: PRICE 2/-. <box>336 789 373 798</box>
winstanley-advertisement <box>20 1060 292 1456</box>
article-paragraph: The speaker handled his subject in a manner which plainly indicated that he knew every detail of the game, and his sincerity carried the confidence of his audience. <box>692 235 822 289</box>
art-union-heading: ALL GOLD ART UNION. <box>838 1004 954 1016</box>
healey-body-2: will give immediate relief in all cases of stiffness, and is excellent for sprains, bruises, rheumatism, lumbago, etc. KEEP A BOTTLE HANDY. <box>310 747 399 786</box>
list-item: SUGAR, 12lbs 3/-. <box>35 953 277 964</box>
coleridge-heading: COLERIDGE TRAGEDY. <box>837 1153 955 1165</box>
winstanley-line-6: DESSERT FRUITS. Peaches, Apricots 1/6, Pears 1/10, Pineapple 9d. <box>33 1305 244 1315</box>
sweets-line-1: BUY YOUR SWEETS AT DESMOND'S. <box>311 1160 398 1178</box>
article-paragraph: Mails will be despatched as under:— <box>831 315 961 337</box>
column-3: FAMOUS WAR TALE. • STORY OF ITS ORIGIN. New York, October 20. "The story of Germany boiling down the bodies of her dead soldiers during the war to utilise the fats for fertiliser was started as a bit of British propaganda in China," said Brigadier-General J. V. Charteris (who during the war was chief of a British Intelligence unit), when he revealed the origin of the tale for the first time in a talk to the National Arts Club. "When England was worried over the seeming progerman proclivities in China," said the General, "I concocted the idea of switching the titles of two pictures taken from dead German soldiers. One bore the caption 'Cavadver,' and showed a train of dead horses being taken to fertiliser factories. The other was one depicting dead German soldiers being taken to the rear for burial." Labelling the dead soldiers with caption 'Cadaver,' General Charteris said, he sent it to Chinese newspapers, and then forgot about it. However, the story swept over the Continent, arousing England so that eventually it was the subject of a debate in the House of Commons. MINING DISPUTE. • TROUBLE AT GLENAFTON. Auckland, October 21. The miners employed at the Glenafton collieries, in the Waikato district, ceased work yesterday morning, and were out again to-day. Over 300 men are affected. This action was taken to enforce certain demands made on the owners, the New Zealand Co-operative Dairy Company. Some of the minor demands have been conceded, but the company declined to concede the major point at issue until work was resumed. This the men have agreed to do, and work will be resumed to-morrow morning. Consideration will be given to other points on Monday, when the owners will meet the men's representatives. The main point at issue is that the union wants miners to be drafted from truckers. Under the award, two truckers are allowed to go on coal each quarter. The men wish the company to agree that any miners who may be employed as truckers are not to go on coal in these cases, as vacancies occur. This the company cannot agree to, as it would mean that the management could not engage any outside men if there were any miners employed as truckers. FALSE CREDIT SLIPS. • CLEVER SYSTEM OF THEFT. Christchurch, October 21. Albert Charles Thomson (aged 25) employed by the New Zealand Farmers' Co-operative Association, pleaded guilty this morning to eight charges of stealing £312 from the firm, and was committed for sentence. The evidence showed that accused had adopted a clever system of making out false credit slips in the name of a fictitious client. KILLED BY MINIATURE RIFLE. • ACCIDENTAL DISCHARGE. Nelson, October 21. A tragic occurrence took place during luncheon hour in Emano Street to-day, when Robert E. Thompson, a married man (aged 24) was killed through a loaded miniature rifle exploding. He was sitting down making a cigarette with the rifle between his knees, and by some means the rifle went off, the bullet entering under his chin and inflicting fatal injuries. Deceased was employed as a lorry driver by Kirkpatrick and Company. BUSINESS NOTICES. • Advertiser wants girl for house work. A committee meeting of the Foxton Tennis Club will be held in the Town Hall this evening at 8 p.m. A special meeting of the Borough Council will be held in the Council chambers on Friday afternoon, to meet Mr. Monk, chairman of the Manawatu County Council, who desires to discuss the matter of the Shannon bridge. In to-day's issue the Railway Department advertise the issue of special cheap excursion tickets to Foxton in connection with the motor cycle sports at Foxton on 26th October. The special train from Palmerston North to Foxton in the morning and back in the evening, and the cheap fares, should induce people to visit the sports. "Prevention is better than potions."—Amnon. Even on smiling spring days you are liable to contract a troublesome cough or chill, and it pays to keep a reliable preventive, such as Baxter's Lung Preserver, always handy. "Baxter's" is a rich, warming, penetrative specific. Roots out chronic bronchial complaints in double-quick time. Also a bracing tonic. Obtainable at all chemists and stores at 2s 6d for a generous sized bottle. Family size, 4s 6d. 3. A meeting of the United Sports Association will be held in the Boxing Club office at 8 o'clock this evening. <box>553 47 684 1684</box>
list-item: SULTANAS, 8d per lb. <box>35 964 277 975</box>
dateline: Hamilton, October 20. <box>998 1377 1076 1388</box>
